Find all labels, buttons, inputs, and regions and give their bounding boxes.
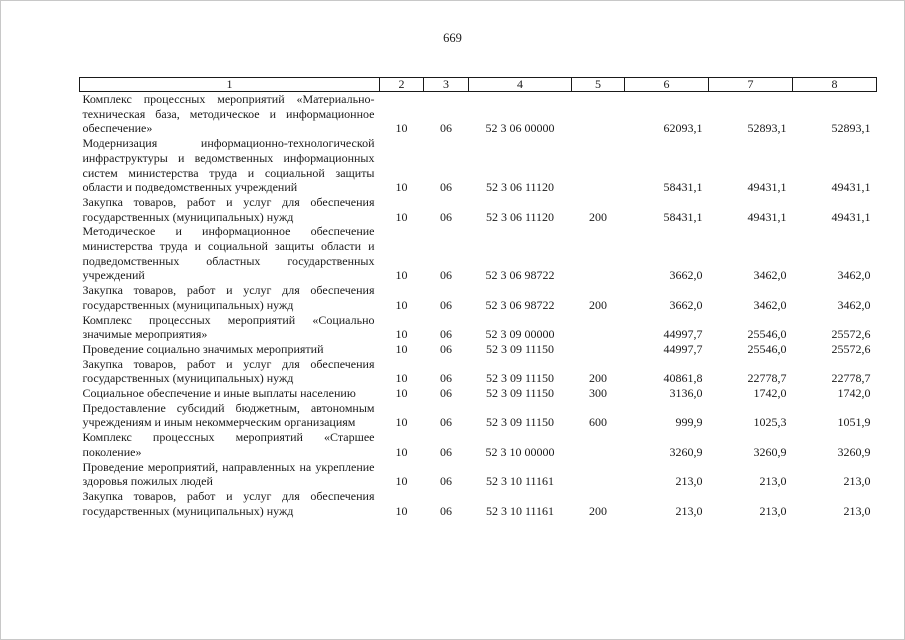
table-row (80, 489, 877, 518)
row-name: Закупка товаров, работ и услуг для обеспечения государственных (муниципальных) нужд (82, 283, 375, 312)
row-amount-year-3: 3260,9 (837, 444, 871, 459)
row-target-article: 52 3 09 11150 (485, 415, 555, 430)
row-target-article: 52 3 10 11161 (485, 503, 555, 518)
row-amount-year-3: 25572,6 (831, 341, 871, 356)
header-col-4: 4 (469, 78, 572, 92)
row-target-article: 52 3 09 11150 (485, 386, 555, 401)
row-name: Предоставление субсидий бюджетным, автономным учреждениям и иным некоммерческим организациям (82, 400, 375, 430)
row-amount-year-3: 49431,1 (831, 209, 871, 224)
row-expense-type: 200 (589, 503, 607, 518)
table-row (80, 195, 877, 224)
row-amount-year-2: 213,0 (759, 503, 787, 518)
table-row (80, 136, 877, 195)
table-body (80, 92, 877, 519)
row-subsection: 06 (440, 268, 452, 283)
row-expense-type: 200 (589, 297, 607, 312)
header-col-5: 5 (572, 78, 625, 92)
row-amount-year-1: 3260,9 (669, 444, 703, 459)
row-expense-type (572, 430, 625, 459)
row-amount-year-2: 3462,0 (753, 268, 787, 283)
row-name: Закупка товаров, работ и услуг для обеспечения государственных (муниципальных) нужд (82, 194, 375, 224)
row-subsection: 06 (440, 209, 452, 224)
row-amount-year-3: 213,0 (843, 503, 871, 518)
table-header (80, 78, 877, 92)
row-amount-year-2: 1742,0 (753, 386, 787, 401)
row-amount-year-1: 213,0 (675, 503, 703, 518)
header-col-1: 1 (80, 78, 380, 92)
row-expense-type (572, 460, 625, 489)
row-expense-type: 200 (589, 371, 607, 386)
row-amount-year-1: 40861,8 (663, 371, 703, 386)
row-name: Социальное обеспечение и иные выплаты населению (82, 386, 356, 401)
row-amount-year-2: 3260,9 (753, 444, 787, 459)
row-expense-type (572, 313, 625, 342)
row-subsection: 06 (440, 474, 452, 489)
row-target-article: 52 3 09 11150 (485, 371, 555, 386)
row-target-article: 52 3 10 00000 (485, 444, 555, 459)
page-number: 669 (443, 31, 462, 45)
row-name: Проведение мероприятий, направленных на укрепление здоровья пожилых людей (82, 459, 375, 489)
row-section: 10 (395, 371, 408, 386)
row-section: 10 (395, 415, 408, 430)
header-col-6: 6 (625, 78, 709, 92)
row-amount-year-3: 1051,9 (837, 415, 871, 430)
row-name: Методическое и информационное обеспечение министерства труда и социальной защиты области и подведомственных областных государственных учреждений (82, 224, 375, 283)
row-section: 10 (395, 121, 408, 136)
row-subsection: 06 (440, 386, 452, 401)
row-subsection: 06 (440, 121, 452, 136)
row-target-article: 52 3 09 00000 (485, 327, 555, 342)
row-target-article: 52 3 10 11161 (485, 474, 555, 489)
table-row (80, 430, 877, 459)
row-target-article: 52 3 06 98722 (485, 268, 555, 283)
table-row (80, 357, 877, 386)
row-target-article: 52 3 06 98722 (485, 297, 555, 312)
row-section: 10 (395, 268, 408, 283)
row-target-article: 52 3 06 11120 (485, 180, 555, 195)
row-section: 10 (395, 180, 408, 195)
table-row (80, 460, 877, 489)
row-amount-year-2: 49431,1 (747, 209, 787, 224)
row-amount-year-2: 25546,0 (747, 327, 787, 342)
row-expense-type: 300 (589, 386, 607, 401)
row-name: Комплекс процессных мероприятий «Старшее поколение» (82, 430, 375, 459)
row-amount-year-1: 3662,0 (669, 297, 703, 312)
row-amount-year-1: 44997,7 (663, 327, 703, 342)
row-subsection: 06 (440, 341, 452, 356)
header-col-2: 2 (380, 78, 424, 92)
row-name: Закупка товаров, работ и услуг для обеспечения государственных (муниципальных) нужд (82, 488, 375, 518)
row-amount-year-3: 3462,0 (837, 268, 871, 283)
table-row (80, 283, 877, 312)
row-amount-year-3: 213,0 (843, 474, 871, 489)
row-section: 10 (395, 297, 408, 312)
row-name: Закупка товаров, работ и услуг для обеспечения государственных (муниципальных) нужд (82, 356, 375, 386)
row-subsection: 06 (440, 297, 452, 312)
row-amount-year-2: 213,0 (759, 474, 787, 489)
row-amount-year-2: 3462,0 (753, 297, 787, 312)
table-row (80, 342, 877, 357)
row-section: 10 (395, 341, 408, 356)
table-row (80, 224, 877, 283)
row-section: 10 (395, 474, 408, 489)
row-amount-year-3: 22778,7 (831, 371, 871, 386)
row-subsection: 06 (440, 371, 452, 386)
row-amount-year-2: 22778,7 (747, 371, 787, 386)
row-amount-year-3: 3462,0 (837, 297, 871, 312)
header-col-7: 7 (709, 78, 793, 92)
row-amount-year-2: 1025,3 (753, 415, 787, 430)
row-expense-type (572, 92, 625, 137)
row-name: Комплекс процессных мероприятий «Материально-техническая база, методическое и информационное обеспечение» (82, 92, 375, 136)
header-row (80, 78, 877, 92)
row-amount-year-3: 49431,1 (831, 180, 871, 195)
row-amount-year-1: 3136,0 (669, 386, 703, 401)
row-amount-year-1: 62093,1 (663, 121, 703, 136)
row-subsection: 06 (440, 503, 452, 518)
row-amount-year-3: 1742,0 (837, 386, 871, 401)
row-section: 10 (395, 386, 408, 401)
row-target-article: 52 3 09 11150 (485, 341, 555, 356)
row-amount-year-1: 58431,1 (663, 180, 703, 195)
row-amount-year-1: 999,9 (675, 415, 703, 430)
row-amount-year-3: 25572,6 (831, 327, 871, 342)
row-section: 10 (395, 444, 408, 459)
row-expense-type (572, 136, 625, 195)
row-amount-year-2: 49431,1 (747, 180, 787, 195)
row-amount-year-1: 44997,7 (663, 341, 703, 356)
row-amount-year-2: 25546,0 (747, 341, 787, 356)
table-row (80, 313, 877, 342)
table-row (80, 386, 877, 401)
row-section: 10 (395, 327, 408, 342)
row-amount-year-1: 58431,1 (663, 209, 703, 224)
row-section: 10 (395, 209, 408, 224)
header-col-3: 3 (424, 78, 469, 92)
row-subsection: 06 (440, 444, 452, 459)
row-name: Проведение социально значимых мероприятий (82, 341, 324, 356)
row-section: 10 (395, 503, 408, 518)
row-amount-year-1: 3662,0 (669, 268, 703, 283)
row-subsection: 06 (440, 180, 452, 195)
table-row (80, 401, 877, 430)
row-target-article: 52 3 06 00000 (485, 121, 555, 136)
budget-table (79, 77, 877, 518)
row-expense-type (572, 342, 625, 357)
row-expense-type (572, 224, 625, 283)
row-expense-type: 600 (589, 415, 607, 430)
row-expense-type: 200 (589, 209, 607, 224)
row-target-article: 52 3 06 11120 (485, 209, 555, 224)
row-amount-year-1: 213,0 (675, 474, 703, 489)
row-amount-year-3: 52893,1 (831, 121, 871, 136)
row-name: Комплекс процессных мероприятий «Социально значимые мероприятия» (82, 312, 375, 342)
table-row (80, 92, 877, 137)
row-subsection: 06 (440, 415, 452, 430)
row-name: Модернизация информационно-технологической инфраструктуры и ведомственных информационных систем министерства труда и социальной защиты области и подведомственных учреждений (82, 136, 375, 195)
row-amount-year-2: 52893,1 (747, 121, 787, 136)
header-col-8: 8 (793, 78, 877, 92)
row-subsection: 06 (440, 327, 452, 342)
